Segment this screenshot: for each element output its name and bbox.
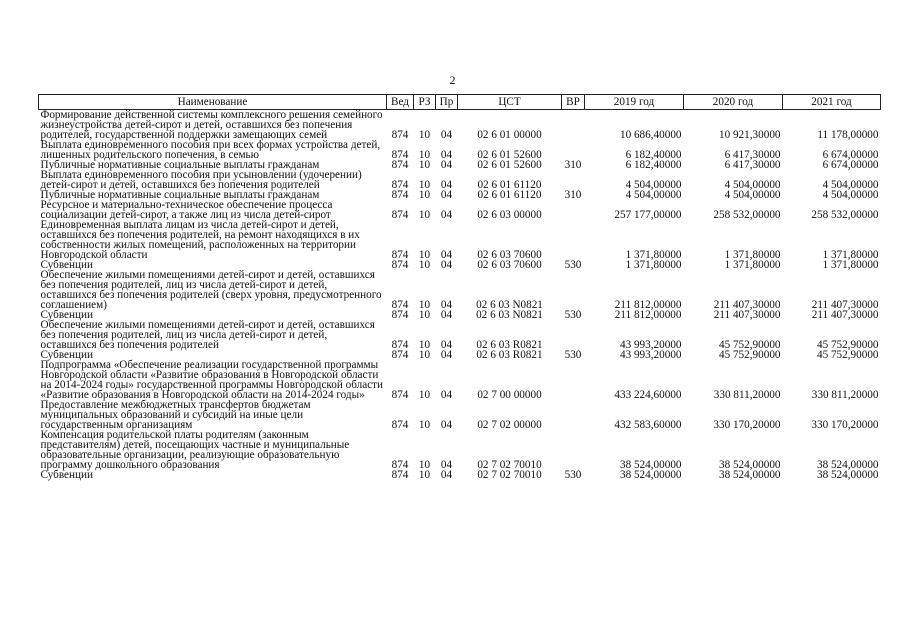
row-vr (562, 110, 585, 141)
header-cst: ЦСТ (458, 95, 562, 110)
row-value-2021: 211 407,30000 (811, 299, 879, 311)
row-ved: 874 (391, 389, 409, 401)
row-ved: 874 (391, 179, 409, 191)
table-row (39, 470, 881, 480)
row-pr: 04 (440, 159, 453, 171)
row-name: Субвенции (40, 349, 93, 361)
row-value-2021: 211 407,30000 (811, 309, 879, 321)
row-cst: 02 6 01 00000 (477, 129, 542, 141)
row-value-2021: 1 371,80000 (822, 249, 879, 261)
row-pr: 04 (440, 179, 453, 191)
row-value-2020: 38 524,00000 (718, 469, 781, 481)
header-rz: РЗ (414, 95, 436, 110)
row-name: Субвенции (40, 309, 93, 321)
row-value-2019: 211 812,00000 (614, 299, 682, 311)
row-value-2019: 43 993,20000 (619, 339, 682, 351)
budget-table (38, 94, 881, 480)
row-value-2020: 6 417,30000 (724, 159, 781, 171)
row-value-2019: 4 504,00000 (625, 189, 682, 201)
row-value-2021: 45 752,90000 (816, 349, 879, 361)
row-cst: 02 6 03 N0821 (476, 309, 543, 321)
row-value-2019: 10 686,40000 (619, 129, 682, 141)
row-value-2021: 6 674,00000 (822, 149, 879, 161)
row-value-2020: 4 504,00000 (724, 189, 781, 201)
table-row (39, 360, 881, 400)
row-pr: 04 (440, 469, 453, 481)
row-value-2020: 258 532,00000 (713, 209, 781, 221)
header-2021: 2021 год (783, 95, 881, 110)
row-pr: 04 (440, 149, 453, 161)
row-vr (562, 220, 585, 260)
row-pr: 04 (440, 249, 453, 261)
row-value-2020: 1 371,80000 (724, 259, 781, 271)
row-name: Формирование действенной системы комплексного решения семейного жизнеустройства детей-сирот и детей, оставшихся без попечения родителей, государственной поддержки замещающих семей (40, 109, 383, 141)
row-value-2020: 45 752,90000 (718, 339, 781, 351)
row-cst: 02 6 03 N0821 (476, 299, 543, 311)
row-name: Обеспечение жилыми помещениями детей-сирот и детей, оставшихся без попечения родителей, лиц из числа детей-сирот и детей, оставшихся без попечения родителей (сверх уровня, предусмотренного соглашением) (40, 269, 382, 311)
row-value-2020: 38 524,00000 (718, 459, 781, 471)
row-pr: 04 (440, 309, 453, 321)
row-rz: 10 (418, 129, 431, 141)
row-value-2021: 258 532,00000 (811, 209, 879, 221)
row-vr (562, 320, 585, 350)
row-rz: 10 (418, 179, 431, 191)
row-value-2019: 432 583,60000 (614, 419, 682, 431)
row-value-2019: 4 504,00000 (625, 179, 682, 191)
row-value-2021: 330 811,20000 (811, 389, 879, 401)
table-header-row (39, 95, 881, 110)
row-value-2021: 11 178,00000 (817, 129, 879, 141)
row-name: Подпрограмма «Обеспечение реализации государственной программы Новгородской области «Развитие образования в Новгородской области на 2014-2024 годы» государственной программы Новгородской области «Развитие образования в Новгородской области на 2014-2024 годы» (40, 359, 384, 401)
row-rz: 10 (418, 209, 431, 221)
row-value-2019: 257 177,00000 (614, 209, 682, 221)
row-cst: 02 7 02 70010 (477, 469, 542, 481)
row-vr: 530 (564, 309, 582, 321)
row-cst: 02 6 03 00000 (477, 209, 542, 221)
row-value-2019: 433 224,60000 (614, 389, 682, 401)
row-rz: 10 (418, 309, 431, 321)
row-vr (562, 270, 585, 310)
row-value-2019: 211 812,00000 (614, 309, 682, 321)
row-rz: 10 (418, 249, 431, 261)
row-ved: 874 (391, 459, 409, 471)
row-pr: 04 (440, 349, 453, 361)
table-row (39, 140, 881, 160)
row-value-2019: 1 371,80000 (625, 249, 682, 261)
row-cst: 02 7 02 70010 (477, 459, 542, 471)
row-cst: 02 6 03 70600 (477, 249, 542, 261)
row-value-2020: 330 811,20000 (713, 389, 781, 401)
table-row (39, 200, 881, 220)
row-pr: 04 (440, 209, 453, 221)
row-name: Публичные нормативные социальные выплаты гражданам (40, 159, 320, 171)
row-ved: 874 (391, 129, 409, 141)
row-name: Предоставление межбюджетных трансфертов бюджетам муниципальных образований и субсидий на иные цели государственным организациям (40, 399, 311, 431)
row-cst: 02 6 03 70600 (477, 259, 542, 271)
row-value-2020: 10 921,30000 (718, 129, 781, 141)
row-rz: 10 (418, 299, 431, 311)
row-rz: 10 (418, 159, 431, 171)
row-vr: 530 (564, 259, 582, 271)
row-pr: 04 (440, 339, 453, 351)
row-cst: 02 6 01 61120 (477, 189, 542, 201)
row-value-2021: 38 524,00000 (816, 459, 879, 471)
row-value-2020: 211 407,30000 (713, 299, 781, 311)
row-vr (562, 360, 585, 400)
table-body (39, 110, 881, 481)
row-value-2019: 6 182,40000 (625, 159, 682, 171)
row-value-2021: 1 371,80000 (822, 259, 879, 271)
header-2019: 2019 год (585, 95, 684, 110)
header-name: Наименование (39, 95, 387, 110)
row-value-2020: 1 371,80000 (724, 249, 781, 261)
row-vr (562, 430, 585, 470)
row-value-2021: 38 524,00000 (816, 469, 879, 481)
row-vr: 530 (564, 469, 582, 481)
table-row (39, 220, 881, 260)
row-pr: 04 (440, 299, 453, 311)
row-vr (562, 400, 585, 430)
row-ved: 874 (391, 189, 409, 201)
table-row (39, 110, 881, 141)
row-vr: 310 (564, 189, 582, 201)
row-vr (562, 140, 585, 160)
row-pr: 04 (440, 259, 453, 271)
row-pr: 04 (440, 389, 453, 401)
row-ved: 874 (391, 349, 409, 361)
row-value-2019: 38 524,00000 (619, 469, 682, 481)
row-rz: 10 (418, 459, 431, 471)
row-ved: 874 (391, 419, 409, 431)
row-pr: 04 (440, 129, 453, 141)
header-vr: ВР (562, 95, 585, 110)
table-row (39, 400, 881, 430)
row-rz: 10 (418, 389, 431, 401)
row-value-2019: 6 182,40000 (625, 149, 682, 161)
row-value-2021: 45 752,90000 (816, 339, 879, 351)
header-2020: 2020 год (684, 95, 783, 110)
row-vr: 530 (564, 349, 582, 361)
row-value-2021: 4 504,00000 (822, 189, 879, 201)
table-row (39, 320, 881, 350)
row-ved: 874 (391, 259, 409, 271)
row-value-2020: 4 504,00000 (724, 179, 781, 191)
row-vr: 310 (564, 159, 582, 171)
row-ved: 874 (391, 149, 409, 161)
row-ved: 874 (391, 339, 409, 351)
row-value-2020: 330 170,20000 (713, 419, 781, 431)
row-ved: 874 (391, 309, 409, 321)
row-rz: 10 (418, 189, 431, 201)
row-name: Единовременная выплата лицам из числа детей-сирот и детей, оставшихся без попечения родителей, на ремонт находящихся в их собственности жилых помещений, расположенных на территории Новгородской области (40, 219, 360, 261)
row-rz: 10 (418, 339, 431, 351)
row-value-2021: 6 674,00000 (822, 159, 879, 171)
page-number: 2 (449, 73, 456, 87)
row-name: Выплата единовременного пособия при всех формах устройства детей, лишенных родительского попечения, в семью (40, 139, 381, 161)
row-cst: 02 7 00 00000 (477, 389, 542, 401)
row-name: Субвенции (40, 469, 93, 481)
row-ved: 874 (391, 209, 409, 221)
row-cst: 02 6 01 52600 (477, 159, 542, 171)
row-rz: 10 (418, 149, 431, 161)
row-vr (562, 170, 585, 190)
row-rz: 10 (418, 469, 431, 481)
row-ved: 874 (391, 249, 409, 261)
header-pr: Пр (436, 95, 458, 110)
table-row (39, 270, 881, 310)
row-rz: 10 (418, 419, 431, 431)
table-row (39, 170, 881, 190)
row-value-2019: 1 371,80000 (625, 259, 682, 271)
row-rz: 10 (418, 259, 431, 271)
row-name: Компенсация родительской платы родителям (законным представителям) детей, посещающих частные и муниципальные образовательные организации, реализующие образовательную программу дошкольного образования (40, 429, 350, 471)
row-pr: 04 (440, 419, 453, 431)
row-cst: 02 7 02 00000 (477, 419, 542, 431)
row-ved: 874 (391, 469, 409, 481)
row-name: Публичные нормативные социальные выплаты гражданам (40, 189, 320, 201)
row-name: Выплата единовременного пособия при усыновлении (удочерении) детей-сирот и детей, оставшихся без попечения родителей (40, 169, 362, 191)
row-pr: 04 (440, 189, 453, 201)
row-name: Ресурсное и материально-техническое обеспечение процесса социализации детей-сирот, а также лиц из числа детей-сирот (40, 199, 333, 221)
row-cst: 02 6 03 R0821 (476, 339, 543, 351)
row-ved: 874 (391, 299, 409, 311)
row-value-2021: 330 170,20000 (811, 419, 879, 431)
row-cst: 02 6 03 R0821 (476, 349, 543, 361)
row-cst: 02 6 01 61120 (477, 179, 542, 191)
row-pr: 04 (440, 459, 453, 471)
row-vr (562, 200, 585, 220)
row-value-2020: 45 752,90000 (718, 349, 781, 361)
row-value-2020: 211 407,30000 (713, 309, 781, 321)
row-value-2019: 43 993,20000 (619, 349, 682, 361)
row-value-2019: 38 524,00000 (619, 459, 682, 471)
row-ved: 874 (391, 159, 409, 171)
row-rz: 10 (418, 349, 431, 361)
row-name: Субвенции (40, 259, 93, 271)
header-ved: Вед (387, 95, 414, 110)
row-value-2021: 4 504,00000 (822, 179, 879, 191)
row-value-2020: 6 417,30000 (724, 149, 781, 161)
row-cst: 02 6 01 52600 (477, 149, 542, 161)
table-row (39, 430, 881, 470)
row-name: Обеспечение жилыми помещениями детей-сирот и детей, оставшихся без попечения родителей, лиц из числа детей-сирот и детей, оставшихся без попечения родителей (40, 319, 375, 351)
